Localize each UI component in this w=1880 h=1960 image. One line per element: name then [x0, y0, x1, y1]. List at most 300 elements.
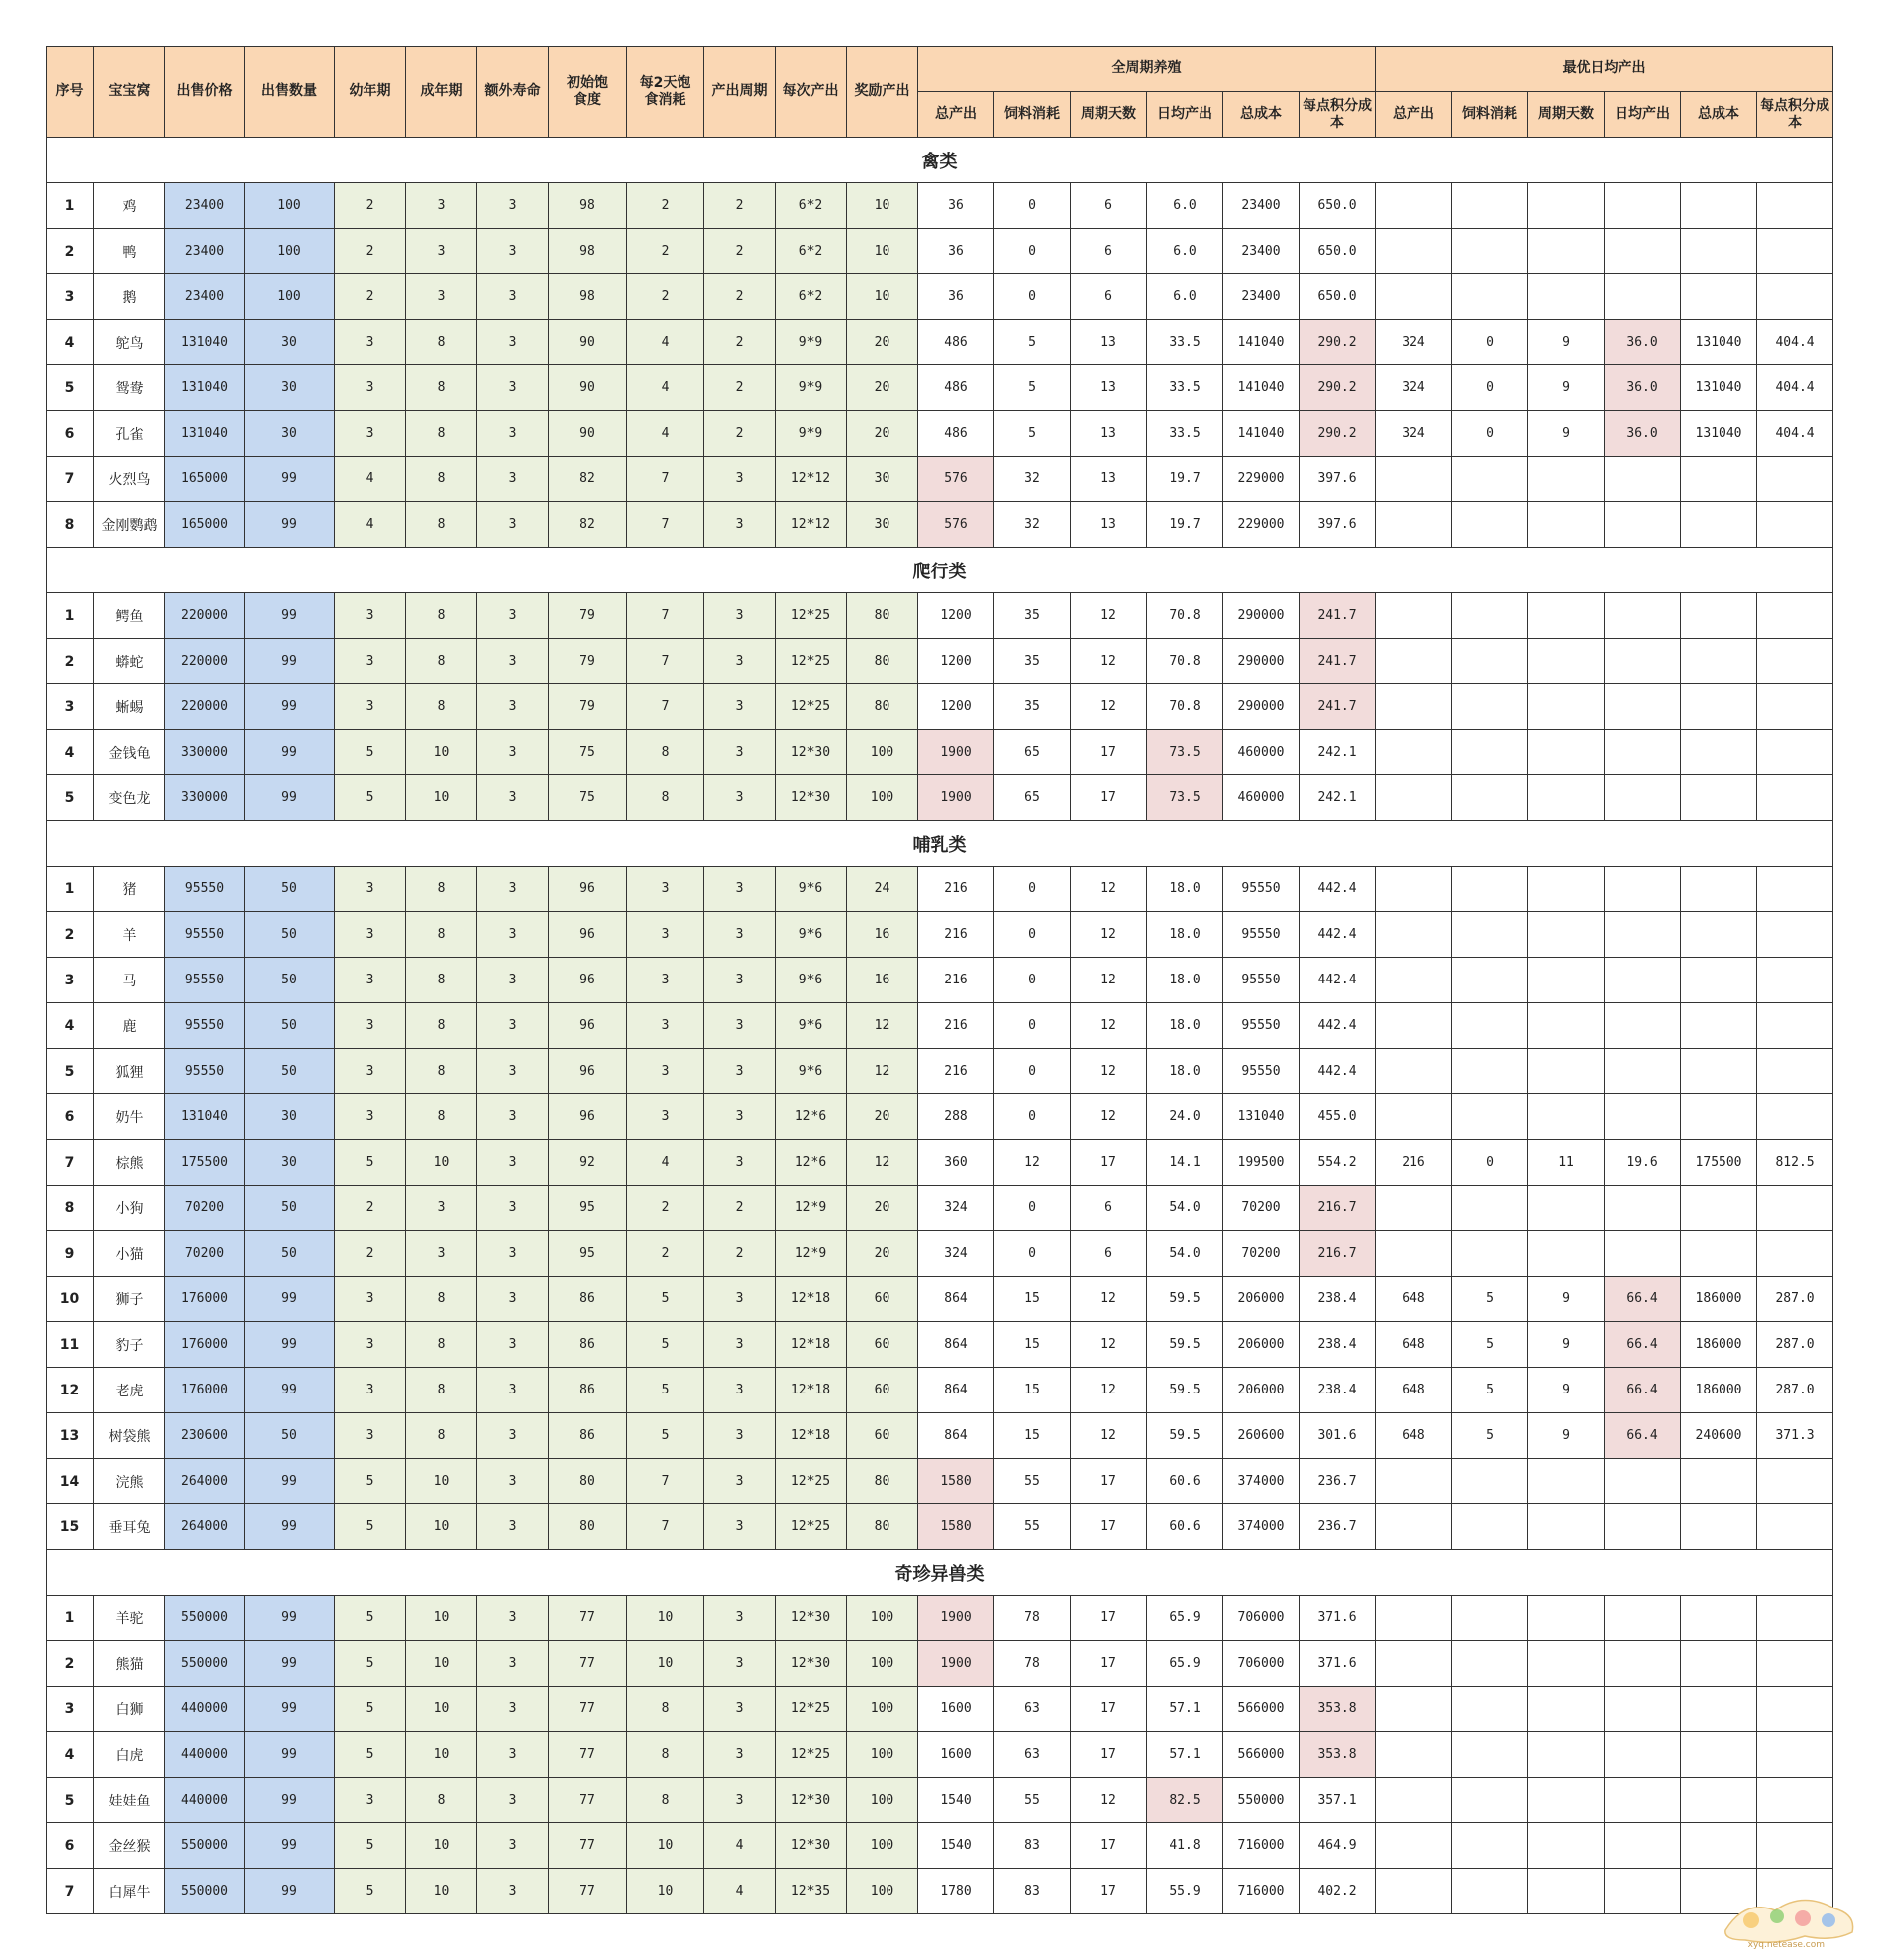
cell-food-cost: 3 — [627, 958, 704, 1003]
cell-best-1 — [1452, 1778, 1528, 1823]
cell-extra-life: 3 — [477, 1869, 549, 1914]
cell-bonus: 100 — [847, 730, 918, 775]
cell-best-1 — [1452, 1459, 1528, 1504]
cell-full-3: 33.5 — [1147, 365, 1223, 411]
cell-full-2: 6 — [1071, 183, 1147, 229]
cell-food-cost: 8 — [627, 1778, 704, 1823]
cell-full-5: 301.6 — [1300, 1413, 1376, 1459]
cell-adult: 10 — [406, 730, 477, 775]
cell-init-food: 98 — [549, 274, 627, 320]
cell-full-1: 0 — [994, 1186, 1071, 1231]
cell-adult: 3 — [406, 1231, 477, 1277]
cell-per-output: 12*18 — [776, 1322, 847, 1368]
cell-young: 3 — [335, 593, 406, 639]
cell-cycle: 2 — [704, 274, 776, 320]
cell-adult: 10 — [406, 1641, 477, 1687]
cell-price: 264000 — [165, 1504, 245, 1550]
cell-seq: 1 — [47, 593, 94, 639]
table-row — [47, 1231, 1833, 1277]
cell-seq: 3 — [47, 958, 94, 1003]
cell-adult: 8 — [406, 958, 477, 1003]
cell-per-output: 12*6 — [776, 1140, 847, 1186]
cell-full-3: 65.9 — [1147, 1596, 1223, 1641]
cell-init-food: 90 — [549, 365, 627, 411]
cell-adult: 8 — [406, 684, 477, 730]
cell-best-1 — [1452, 1869, 1528, 1914]
table-row — [47, 1641, 1833, 1687]
cell-seq: 3 — [47, 684, 94, 730]
cell-cycle: 3 — [704, 1641, 776, 1687]
cell-best-1 — [1452, 1049, 1528, 1094]
table-row — [47, 1823, 1833, 1869]
cell-seq: 11 — [47, 1322, 94, 1368]
cell-cycle: 3 — [704, 1003, 776, 1049]
cell-best-3 — [1605, 1869, 1681, 1914]
cell-best-5 — [1757, 1687, 1833, 1732]
cell-full-5: 290.2 — [1300, 320, 1376, 365]
cell-young: 5 — [335, 1869, 406, 1914]
cell-best-3 — [1605, 1003, 1681, 1049]
cell-price: 440000 — [165, 1687, 245, 1732]
table-row — [47, 1186, 1833, 1231]
cell-bonus: 60 — [847, 1277, 918, 1322]
cell-best-2: 9 — [1528, 1322, 1605, 1368]
cell-name: 奶牛 — [94, 1094, 165, 1140]
cell-food-cost: 3 — [627, 1094, 704, 1140]
cell-seq: 14 — [47, 1459, 94, 1504]
cell-young: 3 — [335, 1277, 406, 1322]
cell-full-3: 54.0 — [1147, 1186, 1223, 1231]
cell-per-output: 9*6 — [776, 867, 847, 912]
cell-extra-life: 3 — [477, 320, 549, 365]
cell-full-5: 455.0 — [1300, 1094, 1376, 1140]
cell-bonus: 60 — [847, 1413, 918, 1459]
table-row — [47, 912, 1833, 958]
cell-price: 70200 — [165, 1186, 245, 1231]
cell-full-3: 59.5 — [1147, 1322, 1223, 1368]
cell-bonus: 80 — [847, 593, 918, 639]
cell-full-3: 33.5 — [1147, 320, 1223, 365]
cell-best-2 — [1528, 1504, 1605, 1550]
cell-cycle: 2 — [704, 183, 776, 229]
cell-full-0: 864 — [918, 1322, 994, 1368]
cell-best-3 — [1605, 730, 1681, 775]
cell-food-cost: 4 — [627, 1140, 704, 1186]
cell-best-1 — [1452, 639, 1528, 684]
cell-bonus: 80 — [847, 639, 918, 684]
cell-per-output: 9*6 — [776, 958, 847, 1003]
cell-best-3 — [1605, 502, 1681, 548]
cell-best-0 — [1376, 1641, 1452, 1687]
cell-cycle: 3 — [704, 1459, 776, 1504]
cell-best-1 — [1452, 775, 1528, 821]
cell-best-4 — [1681, 502, 1757, 548]
cell-best-0 — [1376, 1231, 1452, 1277]
cell-full-2: 12 — [1071, 1368, 1147, 1413]
cell-full-4: 460000 — [1223, 730, 1300, 775]
cell-full-1: 78 — [994, 1596, 1071, 1641]
cell-young: 4 — [335, 457, 406, 502]
cell-full-4: 706000 — [1223, 1641, 1300, 1687]
cell-init-food: 77 — [549, 1778, 627, 1823]
cell-best-1 — [1452, 183, 1528, 229]
cell-init-food: 79 — [549, 639, 627, 684]
cell-best-3 — [1605, 1459, 1681, 1504]
cell-cycle: 3 — [704, 1732, 776, 1778]
header-full-col-1: 饲料消耗 — [994, 92, 1071, 138]
cell-full-0: 324 — [918, 1186, 994, 1231]
cell-bonus: 20 — [847, 320, 918, 365]
cell-extra-life: 3 — [477, 1596, 549, 1641]
cell-best-5: 404.4 — [1757, 320, 1833, 365]
cell-full-5: 353.8 — [1300, 1687, 1376, 1732]
header-food-cost: 每2天饱食消耗 — [627, 47, 704, 138]
cell-adult: 8 — [406, 1277, 477, 1322]
cell-food-cost: 2 — [627, 229, 704, 274]
cell-full-3: 59.5 — [1147, 1413, 1223, 1459]
cell-qty: 50 — [245, 1231, 335, 1277]
cell-full-5: 464.9 — [1300, 1823, 1376, 1869]
cell-full-5: 442.4 — [1300, 1049, 1376, 1094]
cell-full-1: 0 — [994, 1003, 1071, 1049]
cell-full-5: 442.4 — [1300, 958, 1376, 1003]
cell-best-5 — [1757, 183, 1833, 229]
cell-best-2 — [1528, 912, 1605, 958]
cell-best-1 — [1452, 1641, 1528, 1687]
cell-best-5 — [1757, 1231, 1833, 1277]
header-group-best: 最优日均产出 — [1376, 47, 1833, 92]
cell-adult: 8 — [406, 1368, 477, 1413]
cell-qty: 50 — [245, 867, 335, 912]
cell-init-food: 75 — [549, 775, 627, 821]
cell-best-3 — [1605, 958, 1681, 1003]
cell-best-3 — [1605, 1186, 1681, 1231]
cell-full-4: 141040 — [1223, 411, 1300, 457]
cell-young: 5 — [335, 730, 406, 775]
cell-init-food: 95 — [549, 1231, 627, 1277]
table-body — [47, 138, 1833, 1914]
cell-young: 3 — [335, 867, 406, 912]
cell-full-4: 460000 — [1223, 775, 1300, 821]
cell-full-2: 6 — [1071, 1231, 1147, 1277]
cell-full-3: 41.8 — [1147, 1823, 1223, 1869]
cell-adult: 8 — [406, 867, 477, 912]
cell-full-5: 241.7 — [1300, 593, 1376, 639]
cell-full-0: 576 — [918, 502, 994, 548]
cell-adult: 8 — [406, 1413, 477, 1459]
cell-full-1: 15 — [994, 1413, 1071, 1459]
cell-cycle: 3 — [704, 1368, 776, 1413]
cell-seq: 5 — [47, 1049, 94, 1094]
cell-food-cost: 7 — [627, 593, 704, 639]
cell-qty: 99 — [245, 1459, 335, 1504]
cell-best-3 — [1605, 229, 1681, 274]
cell-adult: 8 — [406, 457, 477, 502]
cell-best-5 — [1757, 958, 1833, 1003]
cell-per-output: 9*6 — [776, 1003, 847, 1049]
cell-price: 131040 — [165, 320, 245, 365]
cell-price: 95550 — [165, 1003, 245, 1049]
cell-young: 3 — [335, 320, 406, 365]
cell-seq: 5 — [47, 365, 94, 411]
cell-extra-life: 3 — [477, 1413, 549, 1459]
cell-name: 狮子 — [94, 1277, 165, 1322]
cell-extra-life: 3 — [477, 593, 549, 639]
cell-adult: 8 — [406, 593, 477, 639]
cell-per-output: 12*25 — [776, 1732, 847, 1778]
cell-food-cost: 10 — [627, 1641, 704, 1687]
cell-best-4 — [1681, 183, 1757, 229]
cell-best-3: 19.6 — [1605, 1140, 1681, 1186]
cell-best-0 — [1376, 183, 1452, 229]
cell-cycle: 3 — [704, 958, 776, 1003]
cell-best-1: 0 — [1452, 411, 1528, 457]
cell-bonus: 100 — [847, 1778, 918, 1823]
table-row — [47, 1413, 1833, 1459]
cell-best-2: 11 — [1528, 1140, 1605, 1186]
cell-food-cost: 7 — [627, 639, 704, 684]
cell-price: 23400 — [165, 183, 245, 229]
cell-young: 5 — [335, 775, 406, 821]
table-row — [47, 1596, 1833, 1641]
cell-per-output: 12*9 — [776, 1231, 847, 1277]
cell-best-4 — [1681, 1687, 1757, 1732]
cell-full-1: 0 — [994, 867, 1071, 912]
cell-full-3: 59.5 — [1147, 1277, 1223, 1322]
cell-qty: 99 — [245, 1641, 335, 1687]
cell-adult: 10 — [406, 1823, 477, 1869]
cell-extra-life: 3 — [477, 457, 549, 502]
cell-cycle: 2 — [704, 365, 776, 411]
cell-qty: 100 — [245, 229, 335, 274]
cell-per-output: 6*2 — [776, 229, 847, 274]
cell-full-2: 6 — [1071, 1186, 1147, 1231]
cell-bonus: 10 — [847, 274, 918, 320]
cell-best-5 — [1757, 639, 1833, 684]
cell-full-1: 55 — [994, 1778, 1071, 1823]
cell-qty: 50 — [245, 1003, 335, 1049]
cell-young: 3 — [335, 1003, 406, 1049]
cell-full-1: 32 — [994, 502, 1071, 548]
cell-full-0: 1540 — [918, 1823, 994, 1869]
cell-qty: 99 — [245, 1368, 335, 1413]
cell-init-food: 77 — [549, 1641, 627, 1687]
cell-full-3: 19.7 — [1147, 457, 1223, 502]
cell-cycle: 3 — [704, 912, 776, 958]
cell-seq: 4 — [47, 730, 94, 775]
cell-init-food: 82 — [549, 502, 627, 548]
header-full-col-0: 总产出 — [918, 92, 994, 138]
cell-young: 3 — [335, 912, 406, 958]
cell-name: 白犀牛 — [94, 1869, 165, 1914]
cell-cycle: 3 — [704, 457, 776, 502]
cell-extra-life: 3 — [477, 365, 549, 411]
cell-young: 2 — [335, 1231, 406, 1277]
cell-best-1 — [1452, 1231, 1528, 1277]
cell-full-2: 13 — [1071, 320, 1147, 365]
cell-qty: 100 — [245, 274, 335, 320]
cell-full-0: 486 — [918, 320, 994, 365]
cell-full-1: 78 — [994, 1641, 1071, 1687]
cell-best-5 — [1757, 1003, 1833, 1049]
cell-per-output: 12*30 — [776, 1596, 847, 1641]
cell-extra-life: 3 — [477, 684, 549, 730]
cell-per-output: 6*2 — [776, 274, 847, 320]
cell-per-output: 9*9 — [776, 320, 847, 365]
cell-best-4 — [1681, 1641, 1757, 1687]
cell-qty: 99 — [245, 1732, 335, 1778]
cell-best-1 — [1452, 229, 1528, 274]
cell-name: 娃娃鱼 — [94, 1778, 165, 1823]
cell-name: 白虎 — [94, 1732, 165, 1778]
cell-adult: 10 — [406, 1687, 477, 1732]
cell-full-4: 23400 — [1223, 274, 1300, 320]
cell-per-output: 12*30 — [776, 1823, 847, 1869]
cell-best-0 — [1376, 274, 1452, 320]
cell-full-0: 1900 — [918, 730, 994, 775]
cell-food-cost: 2 — [627, 183, 704, 229]
cell-young: 5 — [335, 1596, 406, 1641]
cell-best-4 — [1681, 1186, 1757, 1231]
cell-best-5 — [1757, 1823, 1833, 1869]
cell-full-4: 95550 — [1223, 1049, 1300, 1094]
cell-adult: 10 — [406, 1596, 477, 1641]
category-row — [47, 548, 1833, 593]
cell-full-0: 1780 — [918, 1869, 994, 1914]
category-title: 奇珍异兽类 — [47, 1550, 1833, 1596]
cell-full-0: 324 — [918, 1231, 994, 1277]
cell-full-0: 1580 — [918, 1459, 994, 1504]
cell-bonus: 20 — [847, 1094, 918, 1140]
cell-seq: 12 — [47, 1368, 94, 1413]
cell-best-5 — [1757, 1732, 1833, 1778]
cell-full-1: 35 — [994, 593, 1071, 639]
cell-full-2: 12 — [1071, 912, 1147, 958]
cell-best-5 — [1757, 502, 1833, 548]
cell-food-cost: 10 — [627, 1823, 704, 1869]
cell-young: 3 — [335, 411, 406, 457]
cell-full-2: 12 — [1071, 1778, 1147, 1823]
cell-price: 330000 — [165, 775, 245, 821]
cell-full-2: 17 — [1071, 730, 1147, 775]
cell-cycle: 3 — [704, 593, 776, 639]
cell-price: 440000 — [165, 1778, 245, 1823]
cell-best-1 — [1452, 1094, 1528, 1140]
cell-best-0 — [1376, 639, 1452, 684]
cell-full-3: 6.0 — [1147, 274, 1223, 320]
cell-full-4: 260600 — [1223, 1413, 1300, 1459]
cell-best-3: 66.4 — [1605, 1322, 1681, 1368]
cell-young: 3 — [335, 1413, 406, 1459]
cell-init-food: 96 — [549, 867, 627, 912]
cell-name: 火烈鸟 — [94, 457, 165, 502]
cell-food-cost: 5 — [627, 1277, 704, 1322]
cell-best-0 — [1376, 867, 1452, 912]
cell-full-0: 1900 — [918, 1596, 994, 1641]
cell-best-1 — [1452, 867, 1528, 912]
cell-full-3: 14.1 — [1147, 1140, 1223, 1186]
header-full-col-3: 日均产出 — [1147, 92, 1223, 138]
cell-seq: 13 — [47, 1413, 94, 1459]
cell-init-food: 96 — [549, 912, 627, 958]
cell-per-output: 12*25 — [776, 639, 847, 684]
cell-full-4: 70200 — [1223, 1186, 1300, 1231]
cell-full-4: 290000 — [1223, 593, 1300, 639]
cell-qty: 50 — [245, 958, 335, 1003]
cell-full-4: 566000 — [1223, 1732, 1300, 1778]
cell-price: 264000 — [165, 1459, 245, 1504]
table-row — [47, 1140, 1833, 1186]
cell-init-food: 96 — [549, 1094, 627, 1140]
cell-best-0 — [1376, 229, 1452, 274]
cell-extra-life: 3 — [477, 639, 549, 684]
cell-bonus: 16 — [847, 958, 918, 1003]
cell-full-5: 397.6 — [1300, 457, 1376, 502]
cell-per-output: 12*18 — [776, 1413, 847, 1459]
cell-price: 440000 — [165, 1732, 245, 1778]
cell-best-4 — [1681, 1094, 1757, 1140]
cell-best-0 — [1376, 684, 1452, 730]
cell-young: 5 — [335, 1459, 406, 1504]
cell-name: 小猫 — [94, 1231, 165, 1277]
cell-full-5: 241.7 — [1300, 639, 1376, 684]
cell-best-4 — [1681, 1003, 1757, 1049]
table-row — [47, 1049, 1833, 1094]
cell-best-4 — [1681, 958, 1757, 1003]
cell-best-0: 216 — [1376, 1140, 1452, 1186]
cell-price: 70200 — [165, 1231, 245, 1277]
cell-full-4: 95550 — [1223, 958, 1300, 1003]
header-nest: 宝宝窝 — [94, 47, 165, 138]
cell-young: 5 — [335, 1732, 406, 1778]
cell-food-cost: 2 — [627, 1231, 704, 1277]
cell-best-4 — [1681, 1732, 1757, 1778]
cell-food-cost: 4 — [627, 365, 704, 411]
category-row — [47, 821, 1833, 867]
cell-bonus: 12 — [847, 1140, 918, 1186]
header-best-col-1: 饲料消耗 — [1452, 92, 1528, 138]
cell-young: 5 — [335, 1140, 406, 1186]
cell-bonus: 100 — [847, 1641, 918, 1687]
cell-qty: 50 — [245, 1049, 335, 1094]
cell-full-2: 6 — [1071, 274, 1147, 320]
cell-food-cost: 7 — [627, 1459, 704, 1504]
cell-best-5 — [1757, 1186, 1833, 1231]
cell-qty: 99 — [245, 1687, 335, 1732]
cell-best-1 — [1452, 502, 1528, 548]
cell-bonus: 100 — [847, 1869, 918, 1914]
cell-best-2 — [1528, 1641, 1605, 1687]
cell-name: 浣熊 — [94, 1459, 165, 1504]
cell-bonus: 30 — [847, 502, 918, 548]
cell-best-1 — [1452, 457, 1528, 502]
cell-init-food: 75 — [549, 730, 627, 775]
cell-best-0 — [1376, 457, 1452, 502]
cell-full-3: 70.8 — [1147, 593, 1223, 639]
cell-name: 鸭 — [94, 229, 165, 274]
table-row — [47, 411, 1833, 457]
cell-per-output: 9*9 — [776, 365, 847, 411]
cell-best-5 — [1757, 1094, 1833, 1140]
cell-name: 金刚鹦鹉 — [94, 502, 165, 548]
cell-price: 165000 — [165, 502, 245, 548]
cell-best-5 — [1757, 229, 1833, 274]
cell-full-0: 216 — [918, 1049, 994, 1094]
cell-full-3: 19.7 — [1147, 502, 1223, 548]
cell-full-4: 95550 — [1223, 912, 1300, 958]
cell-best-3 — [1605, 912, 1681, 958]
cell-name: 羊 — [94, 912, 165, 958]
